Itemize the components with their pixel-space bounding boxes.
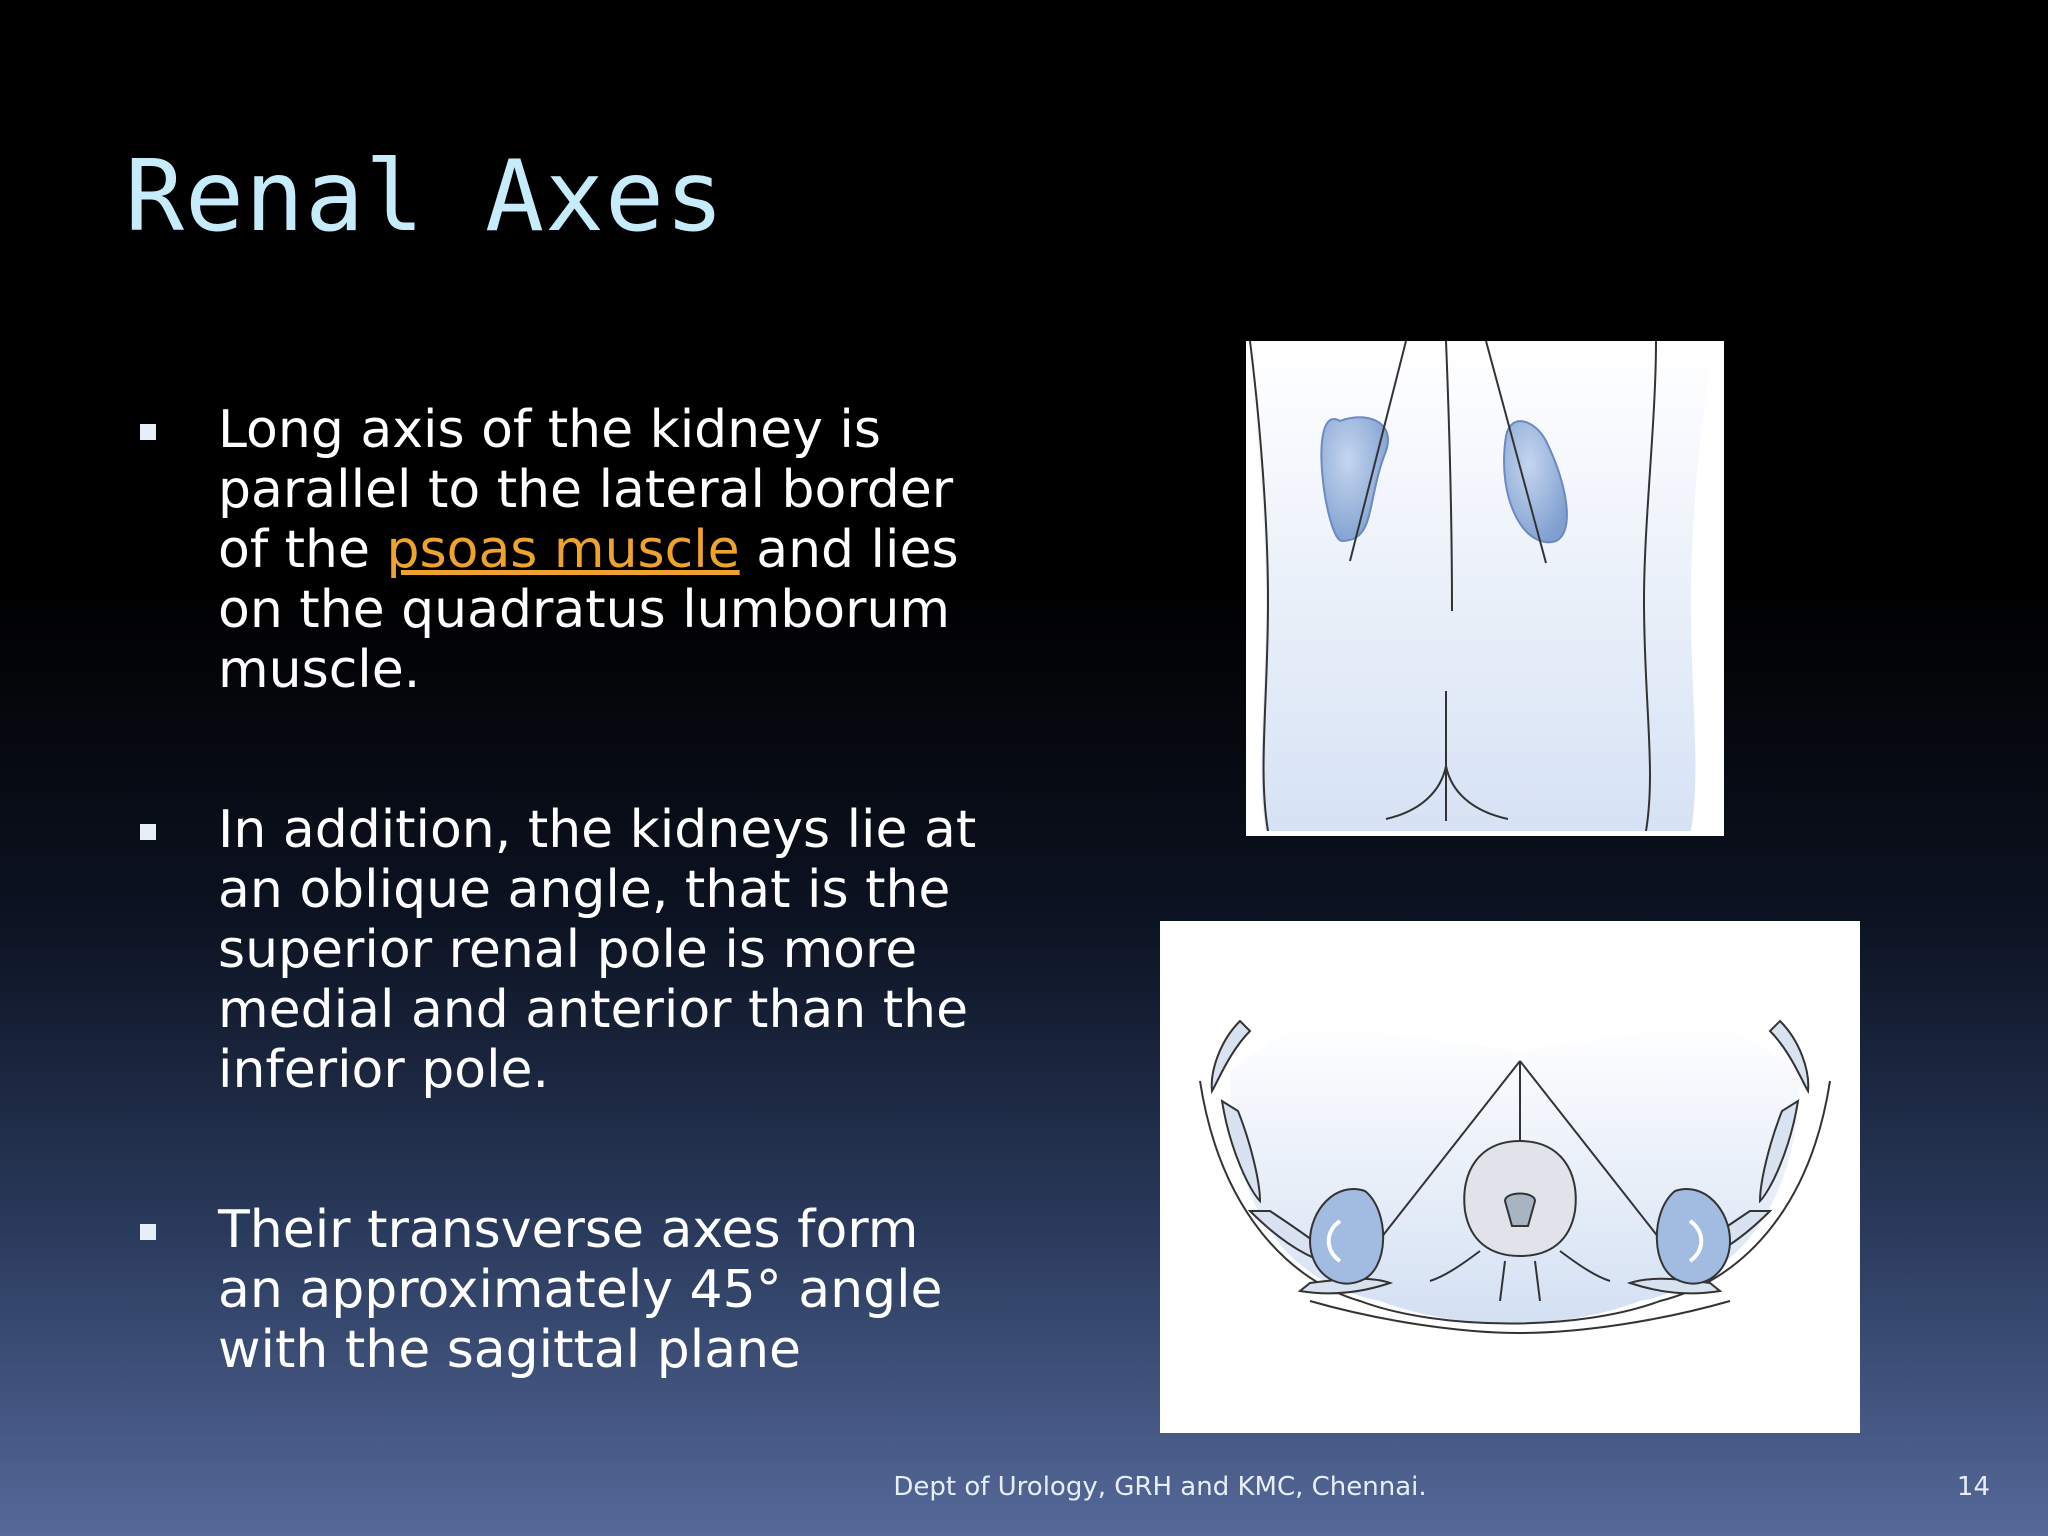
bullet-square-icon xyxy=(140,424,156,440)
bullet-text-end: and lies on the quadratus lumborum muscle. xyxy=(218,520,959,700)
bullet-item xyxy=(140,800,1040,1100)
bullet-item xyxy=(140,1200,1040,1380)
bullet-text: Their transverse axes form an approximately 45° angle with the sagittal plane xyxy=(218,1200,943,1380)
bullet-text: In addition, the kidneys lie at an oblique angle, that is the superior renal pole is more medial and anterior than the inferior pole. xyxy=(218,800,977,1100)
page-number: 14 xyxy=(1956,1472,1990,1502)
slide-footer: Dept of Urology, GRH and KMC, Chennai. xyxy=(893,1472,1427,1502)
bullet-text-start: Long axis of the kidney is parallel to the lateral border of the xyxy=(218,400,954,580)
bullet-square-icon xyxy=(140,824,156,840)
kidney-cross-section-illustration xyxy=(1160,921,1860,1433)
kidney-back-view-illustration xyxy=(1246,341,1724,836)
bullet-square-icon xyxy=(140,1224,156,1240)
bullet-item xyxy=(140,400,1040,700)
slide-title: Renal Axes xyxy=(125,140,726,254)
bullet-text xyxy=(218,400,998,700)
psoas-muscle-link[interactable]: psoas muscle xyxy=(386,520,740,580)
